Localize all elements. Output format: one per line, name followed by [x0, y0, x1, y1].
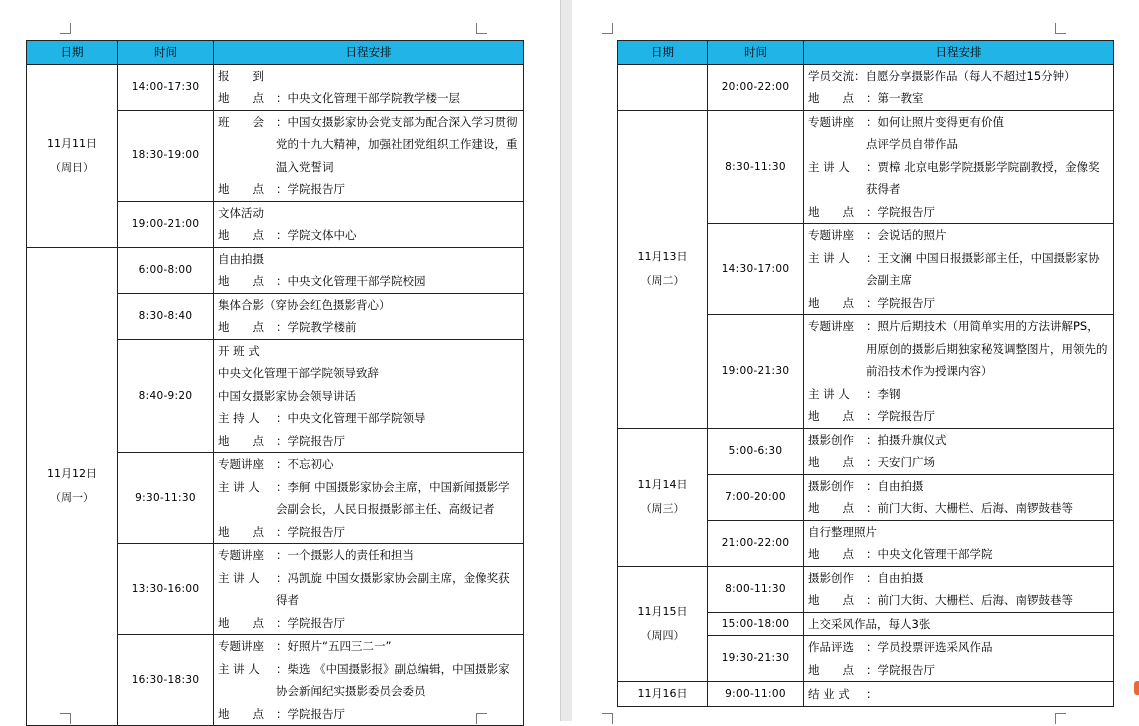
- field-value: ：自由拍摄: [866, 478, 924, 493]
- field-value: ：好照片“五四三二一”: [276, 639, 392, 653]
- schedule-line: [808, 497, 1110, 520]
- field-value: ：中央文化管理干部学院校园: [276, 274, 426, 288]
- field-value: ：学院报告厅: [276, 615, 345, 630]
- schedule-row: [618, 428, 1114, 474]
- crop-mark: [602, 713, 613, 724]
- schedule-table-right: [617, 40, 1114, 707]
- date-text: 11月12日: [47, 467, 97, 481]
- schedule-line: [218, 224, 520, 247]
- date-cell: [27, 247, 118, 726]
- time-cell: 15:00-18:00: [708, 612, 804, 636]
- date-cell: [618, 110, 708, 428]
- field-label: 地 点: [808, 662, 854, 677]
- date-cell: [618, 682, 708, 707]
- date-text: 11月16日: [637, 687, 688, 700]
- time-cell: 20:00-22:00: [708, 64, 804, 110]
- field-value: ：李钢: [866, 386, 901, 401]
- field-label: 主 讲 人: [218, 479, 260, 494]
- date-text: 11月13日: [637, 250, 688, 263]
- field-value: 点评学员自带作品: [866, 137, 958, 151]
- schedule-line: [218, 316, 520, 339]
- field-label: 地 点: [808, 501, 854, 515]
- field-label: 作品评选: [808, 640, 854, 654]
- field-label: 主 讲 人: [808, 159, 850, 174]
- field-label: 专题讲座: [218, 548, 264, 562]
- schedule-line: [808, 659, 1110, 682]
- field-value: ：学院报告厅: [866, 204, 935, 219]
- schedule-line: [218, 111, 520, 179]
- field-value: ：李舸 中国摄影家协会主席，中国新闻摄影学会副会长，人民日报摄影部主任、高级记者: [276, 479, 510, 516]
- field-value: ：学员投票评选采风作品: [866, 640, 993, 654]
- field-label: 专题讲座: [808, 228, 854, 242]
- schedule-line: [218, 178, 520, 201]
- field-label: 主 讲 人: [808, 386, 850, 401]
- field-label: 地 点: [218, 524, 264, 539]
- field-label: 地 点: [218, 274, 264, 288]
- field-value: ：学院报告厅: [866, 295, 935, 310]
- field-value: ：前门大街、大栅栏、后海、南锣鼓巷等: [866, 593, 1073, 607]
- schedule-line: [218, 430, 520, 453]
- header-schedule: 日程安排: [214, 41, 524, 65]
- schedule-line: [808, 133, 1110, 156]
- header-date: 日期: [618, 41, 708, 65]
- schedule-line: [218, 703, 520, 726]
- date-text: 11月14日: [637, 478, 688, 491]
- field-label: 主 讲 人: [218, 570, 260, 585]
- schedule-row: [27, 247, 524, 293]
- field-label: 专题讲座: [218, 457, 264, 471]
- field-value: ：会说话的照片: [866, 228, 947, 242]
- schedule-table-left: [26, 40, 524, 726]
- field-label: 班 会: [218, 114, 264, 129]
- time-cell: 14:00-17:30: [118, 64, 214, 110]
- field-label: 专题讲座: [808, 319, 854, 333]
- schedule-cell: [214, 453, 524, 544]
- schedule-line: [218, 635, 520, 658]
- time-cell: 18:30-19:00: [118, 110, 214, 201]
- schedule-line: [218, 612, 520, 635]
- crop-mark: [1055, 23, 1066, 34]
- field-label: 地 点: [808, 409, 854, 423]
- header-date: 日期: [27, 41, 118, 65]
- time-cell: 19:00-21:30: [708, 315, 804, 429]
- schedule-cell: [214, 247, 524, 293]
- schedule-line: [218, 453, 520, 476]
- field-value: ：学院报告厅: [276, 706, 345, 721]
- field-value: ：学院报告厅: [276, 182, 345, 196]
- schedule-line: [218, 544, 520, 567]
- field-value: ：一个摄影人的责任和担当: [276, 548, 414, 562]
- date-text: 11月15日: [637, 604, 688, 618]
- schedule-line: [808, 111, 1110, 134]
- time-cell: 7:00-20:00: [708, 474, 804, 520]
- field-label: 专题讲座: [218, 639, 264, 653]
- schedule-line: 文体活动: [218, 205, 264, 220]
- field-label: 地 点: [218, 433, 264, 448]
- schedule-line: 自行整理照片: [808, 524, 877, 539]
- schedule-line: [808, 405, 1110, 428]
- time-cell: 9:00-11:00: [708, 682, 804, 707]
- field-label: 主 持 人: [218, 411, 260, 425]
- weekday-text: （周日）: [50, 160, 94, 174]
- field-label: 地 点: [218, 320, 264, 334]
- schedule-line: [808, 475, 1110, 498]
- schedule-line: [218, 658, 520, 703]
- field-value: ：中央文化管理干部学院教学楼一层: [276, 91, 460, 105]
- schedule-line: [808, 201, 1110, 224]
- field-value: ：自由拍摄: [866, 570, 924, 585]
- header-row: [27, 41, 524, 65]
- schedule-line: 中央文化管理干部学院领导致辞: [218, 366, 379, 380]
- crop-mark: [1055, 713, 1066, 724]
- field-label: 地 点: [808, 295, 854, 310]
- date-cell: [27, 64, 118, 247]
- schedule-line: [808, 224, 1110, 247]
- schedule-line: [218, 87, 520, 110]
- schedule-line: 中国女摄影家协会领导讲话: [218, 388, 356, 403]
- time-cell: 5:00-6:30: [708, 428, 804, 474]
- weekday-text: （周四）: [640, 628, 685, 642]
- weekday-text: （周三）: [640, 502, 685, 515]
- field-value: ：第一教室: [866, 91, 924, 105]
- field-value: ：王文澜 中国日报摄影部主任，中国摄影家协会副主席: [866, 250, 1100, 287]
- schedule-cell: [804, 64, 1114, 110]
- schedule-line: [808, 589, 1110, 612]
- field-value: ：学院文体中心: [276, 228, 357, 242]
- schedule-line: [808, 156, 1110, 201]
- schedule-line: [218, 521, 520, 544]
- schedule-line: [808, 87, 1110, 110]
- field-value: ：贾樟 北京电影学院摄影学院副教授，金像奖获得者: [866, 159, 1100, 196]
- schedule-line: 集体合影（穿协会红色摄影背心）: [218, 297, 391, 312]
- time-cell: 13:30-16:00: [118, 544, 214, 635]
- schedule-line: [218, 407, 520, 430]
- field-value: ：学院报告厅: [866, 662, 935, 677]
- time-cell: 8:40-9:20: [118, 339, 214, 453]
- field-label: 地 点: [218, 615, 264, 630]
- schedule-row: [618, 682, 1114, 707]
- time-cell: 8:30-11:30: [708, 110, 804, 224]
- header-schedule: 日程安排: [804, 41, 1114, 65]
- schedule-line: [218, 567, 520, 612]
- schedule-line: [808, 567, 1110, 590]
- schedule-cell: [214, 64, 524, 110]
- schedule-cell: [804, 612, 1114, 636]
- schedule-row: [27, 64, 524, 110]
- field-value: ：学院报告厅: [276, 433, 345, 448]
- schedule-cell: [804, 566, 1114, 612]
- field-value: ：拍摄升旗仪式: [866, 432, 947, 447]
- schedule-line: [808, 247, 1110, 292]
- field-value: ：中央文化管理干部学院领导: [276, 411, 426, 425]
- schedule-cell: [804, 636, 1114, 682]
- header-time: 时间: [118, 41, 214, 65]
- schedule-cell: [804, 110, 1114, 224]
- schedule-cell: [214, 544, 524, 635]
- schedule-cell: [214, 293, 524, 339]
- field-value: ：照片后期技术（用简单实用的方法讲解PS，用原创的摄影后期独家秘笈调整图片，用领先的前沿技术作为授课内容）: [866, 319, 1108, 378]
- time-cell: 8:00-11:30: [708, 566, 804, 612]
- field-label: 地 点: [218, 91, 264, 105]
- field-value: ：柴选 《中国摄影报》副总编辑，中国摄影家协会新闻纪实摄影委员会委员: [276, 661, 510, 698]
- field-label: 主 讲 人: [808, 250, 850, 265]
- field-value: ：中国女摄影家协会党支部为配合深入学习贯彻党的十九大精神，加强社团党组织工作建设，重温入党誓词: [276, 114, 518, 174]
- schedule-line: 开 班 式: [218, 343, 260, 358]
- field-value: ：学院报告厅: [866, 409, 935, 423]
- field-value: ：不忘初心: [276, 457, 334, 471]
- field-value: ：学院报告厅: [276, 524, 345, 539]
- field-label: [808, 133, 866, 156]
- time-cell: 21:00-22:00: [708, 520, 804, 566]
- schedule-line: [808, 383, 1110, 406]
- time-cell: 19:00-21:00: [118, 201, 214, 247]
- schedule-cell: [214, 339, 524, 453]
- schedule-cell: [804, 474, 1114, 520]
- time-cell: 6:00-8:00: [118, 247, 214, 293]
- document-page-left: [0, 0, 560, 721]
- page-marker: [1134, 681, 1139, 695]
- field-value: ：中央文化管理干部学院: [866, 547, 993, 561]
- field-value: ：前门大街、大栅栏、后海、南锣鼓巷等: [866, 501, 1073, 515]
- schedule-line: 学员交流：自愿分享摄影作品（每人不超过15分钟）: [808, 68, 1076, 83]
- field-label: 地 点: [808, 455, 854, 469]
- schedule-cell: [214, 635, 524, 726]
- schedule-cell: [804, 224, 1114, 315]
- schedule-row: [618, 64, 1114, 110]
- schedule-line: [218, 65, 520, 88]
- field-label: 地 点: [808, 593, 854, 607]
- field-value: ：如何让照片变得更有价值: [866, 114, 1004, 129]
- field-value: [276, 65, 520, 88]
- weekday-text: （周二）: [640, 274, 685, 287]
- header-row: [618, 41, 1114, 65]
- schedule-line: [218, 476, 520, 521]
- field-label: 摄影创作: [808, 478, 854, 493]
- schedule-line: [808, 451, 1110, 474]
- field-label: 地 点: [218, 228, 264, 242]
- date-text: 11月11日: [47, 136, 97, 150]
- field-label: 地 点: [808, 547, 854, 561]
- schedule-row: [618, 566, 1114, 612]
- field-label: 地 点: [218, 706, 264, 721]
- schedule-cell: [804, 682, 1114, 707]
- schedule-line: [808, 636, 1110, 659]
- schedule-line: 上交采风作品，每人3张: [808, 616, 931, 631]
- schedule-line: [808, 683, 1110, 706]
- field-value: ：天安门广场: [866, 455, 935, 469]
- time-cell: 9:30-11:30: [118, 453, 214, 544]
- weekday-text: （周一）: [50, 491, 94, 505]
- field-label: 结 业 式: [808, 686, 850, 701]
- schedule-line: [808, 315, 1110, 383]
- schedule-line: [808, 429, 1110, 452]
- field-label: 主 讲 人: [218, 661, 260, 676]
- schedule-line: [218, 270, 520, 293]
- time-cell: 19:30-21:30: [708, 636, 804, 682]
- field-label: 报 到: [218, 68, 264, 83]
- time-cell: 16:30-18:30: [118, 635, 214, 726]
- schedule-cell: [214, 201, 524, 247]
- schedule-row: [618, 110, 1114, 224]
- schedule-line: 自由拍摄: [218, 251, 264, 266]
- date-cell: [618, 428, 708, 566]
- date-cell: [618, 64, 708, 110]
- field-label: 地 点: [218, 182, 264, 196]
- crop-mark: [476, 23, 487, 34]
- schedule-line: [808, 543, 1110, 566]
- document-page-right: [572, 0, 1139, 721]
- crop-mark: [602, 23, 613, 34]
- schedule-cell: [214, 110, 524, 201]
- field-label: 专题讲座: [808, 114, 854, 129]
- field-label: 地 点: [808, 91, 854, 105]
- schedule-cell: [804, 428, 1114, 474]
- field-value: ：学院教学楼前: [276, 320, 357, 334]
- field-value: ：冯凯旋 中国女摄影家协会副主席，金像奖获得者: [276, 570, 510, 607]
- field-label: 地 点: [808, 204, 854, 219]
- schedule-line: [808, 292, 1110, 315]
- field-value: ：: [866, 686, 878, 701]
- time-cell: 8:30-8:40: [118, 293, 214, 339]
- crop-mark: [60, 23, 71, 34]
- schedule-cell: [804, 520, 1114, 566]
- field-label: 摄影创作: [808, 570, 854, 585]
- field-label: 摄影创作: [808, 432, 854, 447]
- date-cell: [618, 566, 708, 682]
- time-cell: 14:30-17:00: [708, 224, 804, 315]
- header-time: 时间: [708, 41, 804, 65]
- schedule-cell: [804, 315, 1114, 429]
